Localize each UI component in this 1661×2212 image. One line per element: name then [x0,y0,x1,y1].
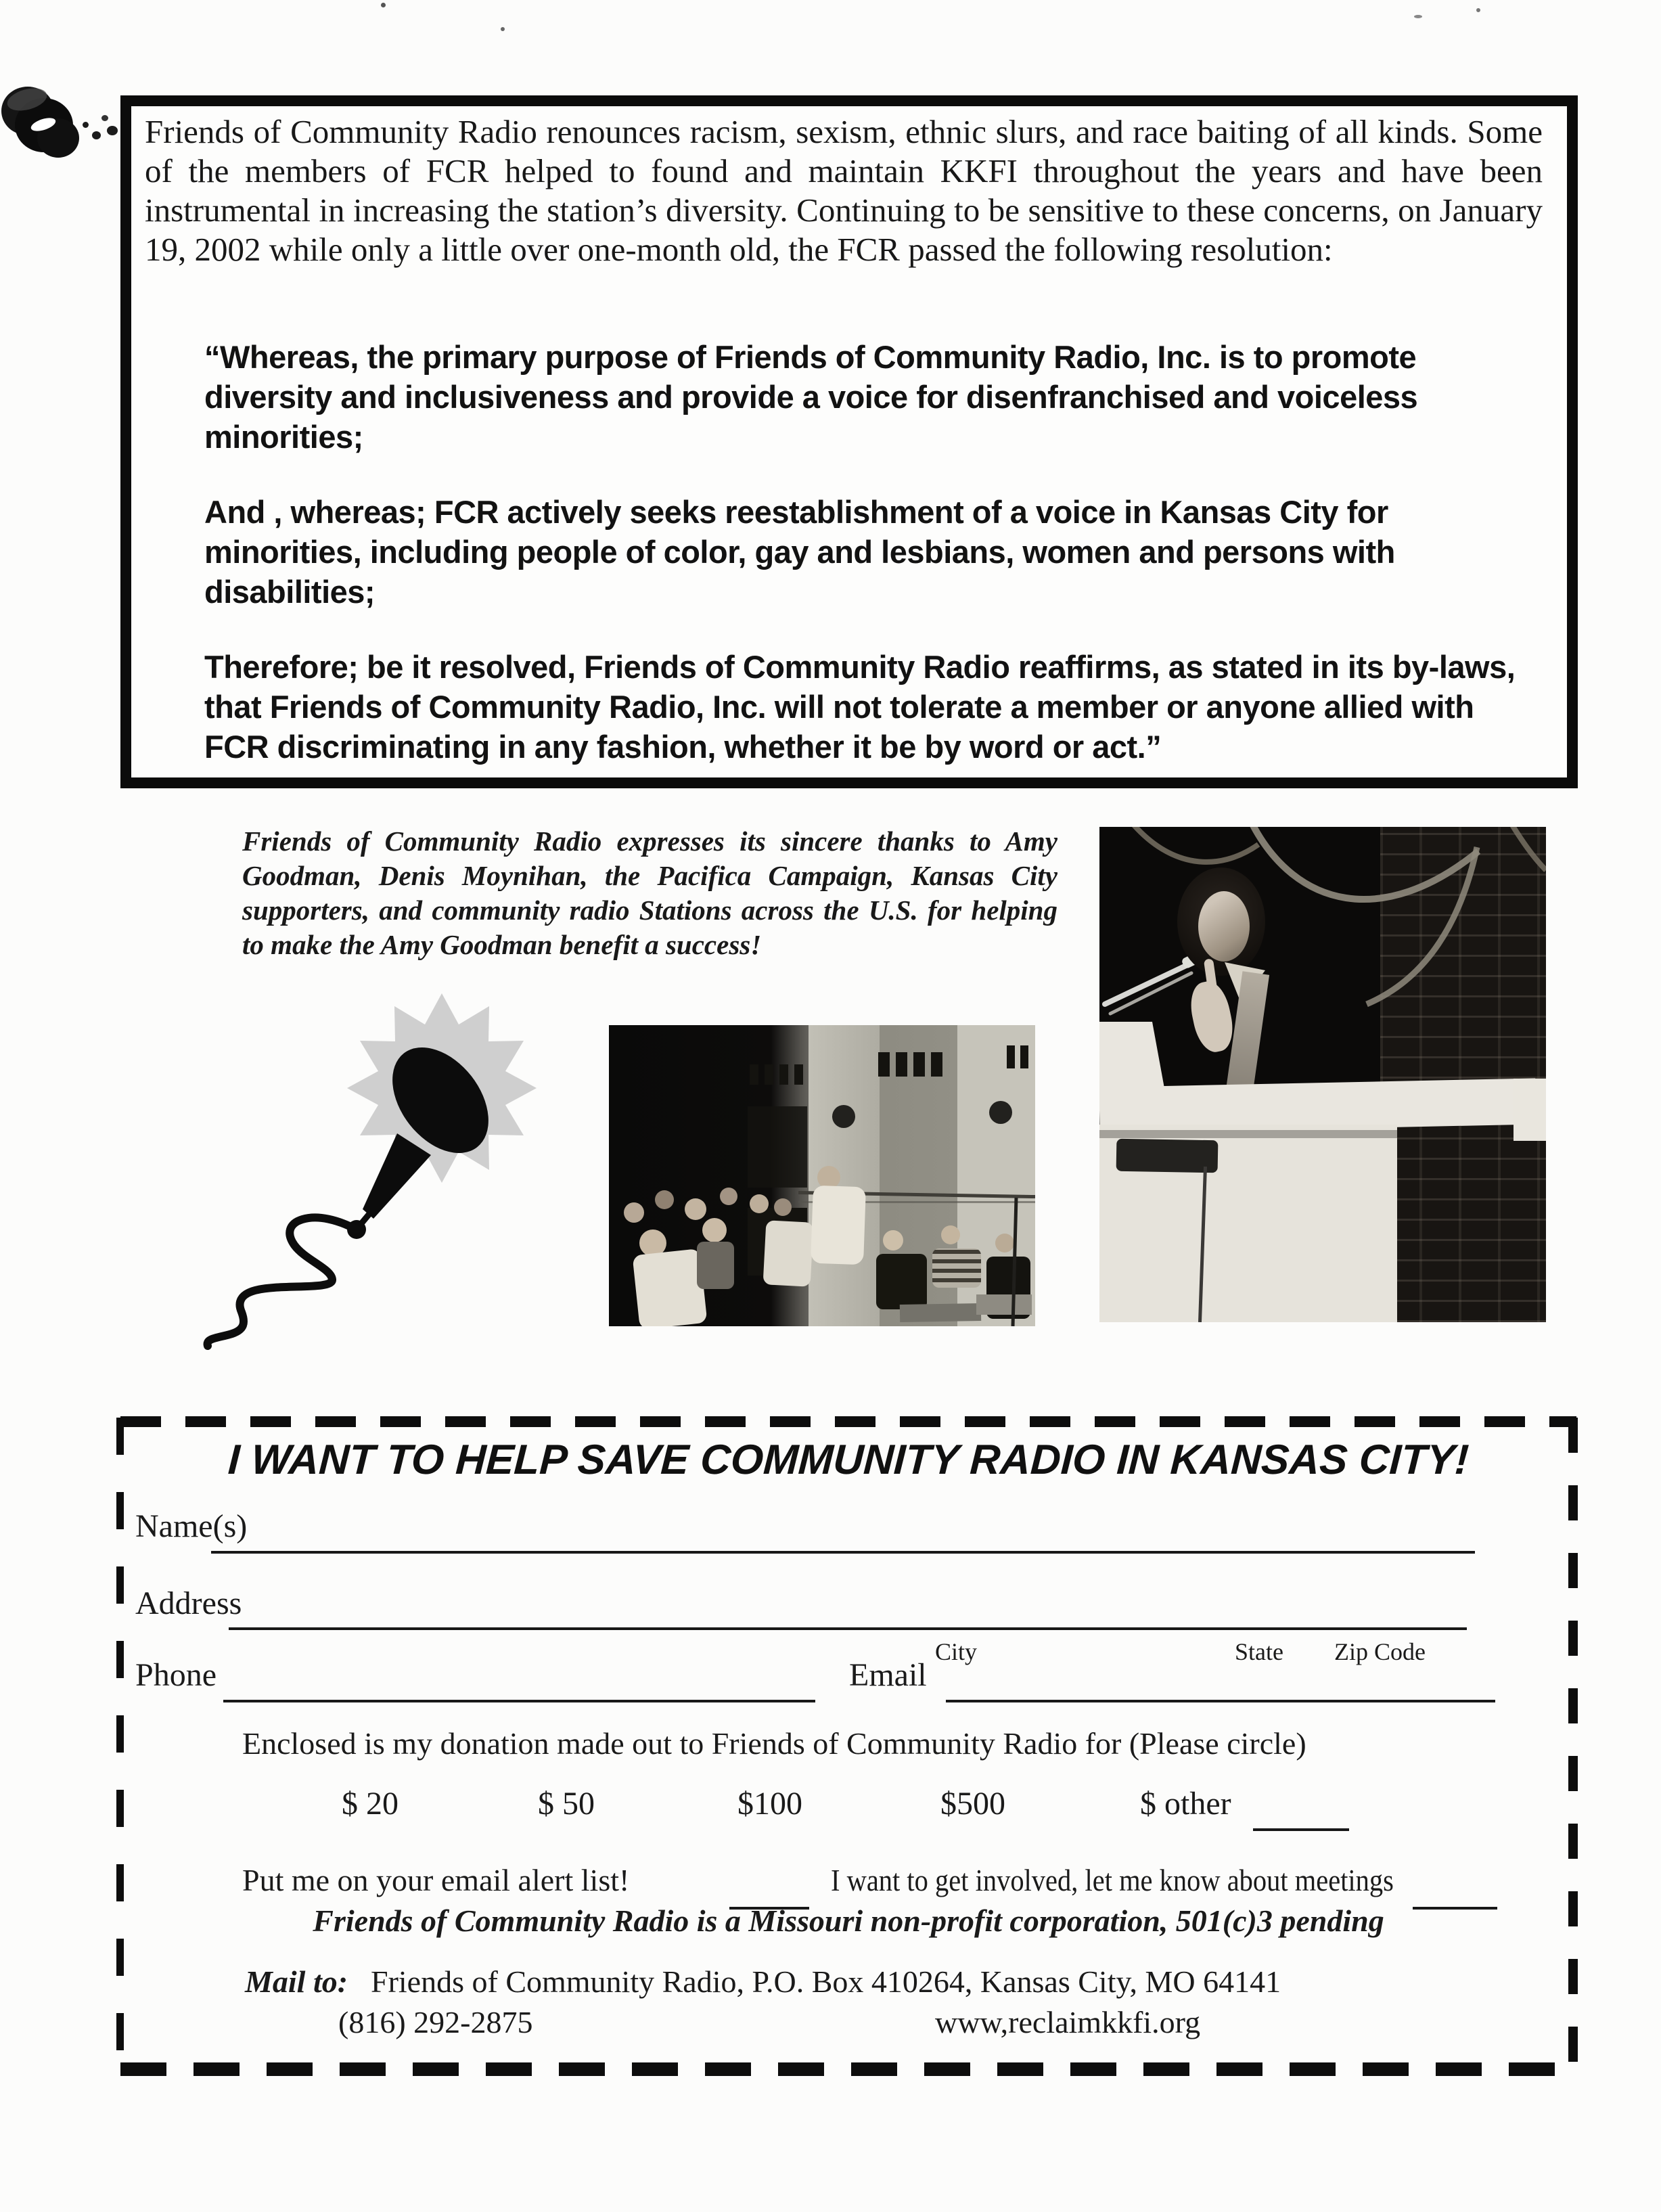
amount-other-line [1253,1828,1349,1831]
amount-100: $100 [737,1786,802,1822]
face [1198,891,1250,962]
microphone-starburst-icon [173,978,551,1363]
address-label: Address [135,1585,242,1621]
state-label: State [1235,1638,1283,1665]
phone-label: Phone [135,1657,217,1693]
name-line [211,1551,1475,1554]
email-line [946,1700,1495,1702]
zip-label: Zip Code [1334,1638,1426,1665]
form-border-right [1568,1418,1578,2076]
resolution-paragraph-3: Therefore; be it resolved, Friends of Community Radio reaffirms, as stated in its by-laws, that Friends of Community Radio, Inc. will not tolerate a member or anyone allied with FCR discriminating in any fashion, whether it be by word or act.” [204,649,1516,765]
amount-other: $ other [1140,1786,1231,1822]
email-label: Email [849,1657,927,1693]
form-border-top [120,1416,1576,1427]
donation-prompt: Enclosed is my donation made out to Friends of Community Radio for (Please circle) [242,1726,1306,1761]
laptop [1116,1139,1219,1173]
thanks-paragraph: Friends of Community Radio expresses its sincere thanks to Amy Goodman, Denis Moynihan, the Pacifica Campaign, Kansas City supporters, and community radio Stations across the U.S. for helping to make the Amy Goodman benefit a success! [242,826,1057,960]
resolution-paragraph-1: “Whereas, the primary purpose of Friends of Community Radio, Inc. is to promote diversity and inclusiveness and provide a voice for disenfranchised and voiceless minorities; [204,339,1418,455]
mail-to-value: Friends of Community Radio, P.O. Box 410264, Kansas City, MO 64141 [371,1964,1281,1999]
mail-to-label: Mail to: [245,1964,348,1999]
amount-500: $500 [940,1786,1005,1822]
phone-line [223,1700,815,1702]
website-value: www,reclaimkkfi.org [935,2005,1201,2039]
audience-photo [609,1025,1035,1326]
intro-paragraph: Friends of Community Radio renounces racism, sexism, ethnic slurs, and race baiting of all kinds. Some of the members of FCR helped to found and maintain KKFI throughout the years and have been instrumental in increasing the station’s diversity. Continuing to be sensitive to these concerns, on January 19, 2002 while only a little over one-month old, the FCR passed the following resolution: [145,113,1543,268]
address-line [229,1627,1467,1630]
amount-50: $ 50 [538,1786,595,1822]
involved-label: I want to get involved, let me know about meetings [831,1863,1394,1897]
phone-value: (816) 292-2875 [338,2005,533,2039]
form-border-bottom [120,2062,1576,2076]
form-border-left [116,1418,124,2076]
speaker-photo [1099,827,1546,1322]
name-label: Name(s) [135,1508,248,1544]
amount-20: $ 20 [342,1786,399,1822]
nonprofit-note: Friends of Community Radio is a Missouri non-profit corporation, 501(c)3 pending [313,1903,1384,1938]
city-label: City [935,1638,978,1665]
email-alert-label: Put me on your email alert list! [242,1863,630,1897]
resolution-paragraph-2: And , whereas; FCR actively seeks reestablishment of a voice in Kansas City for minorities, including people of color, gay and lesbians, women and persons with disabilities; [204,494,1395,610]
resolution-text [204,337,1525,802]
form-title: I WANT TO HELP SAVE COMMUNITY RADIO IN KANSAS CITY! [227,1437,1470,1483]
